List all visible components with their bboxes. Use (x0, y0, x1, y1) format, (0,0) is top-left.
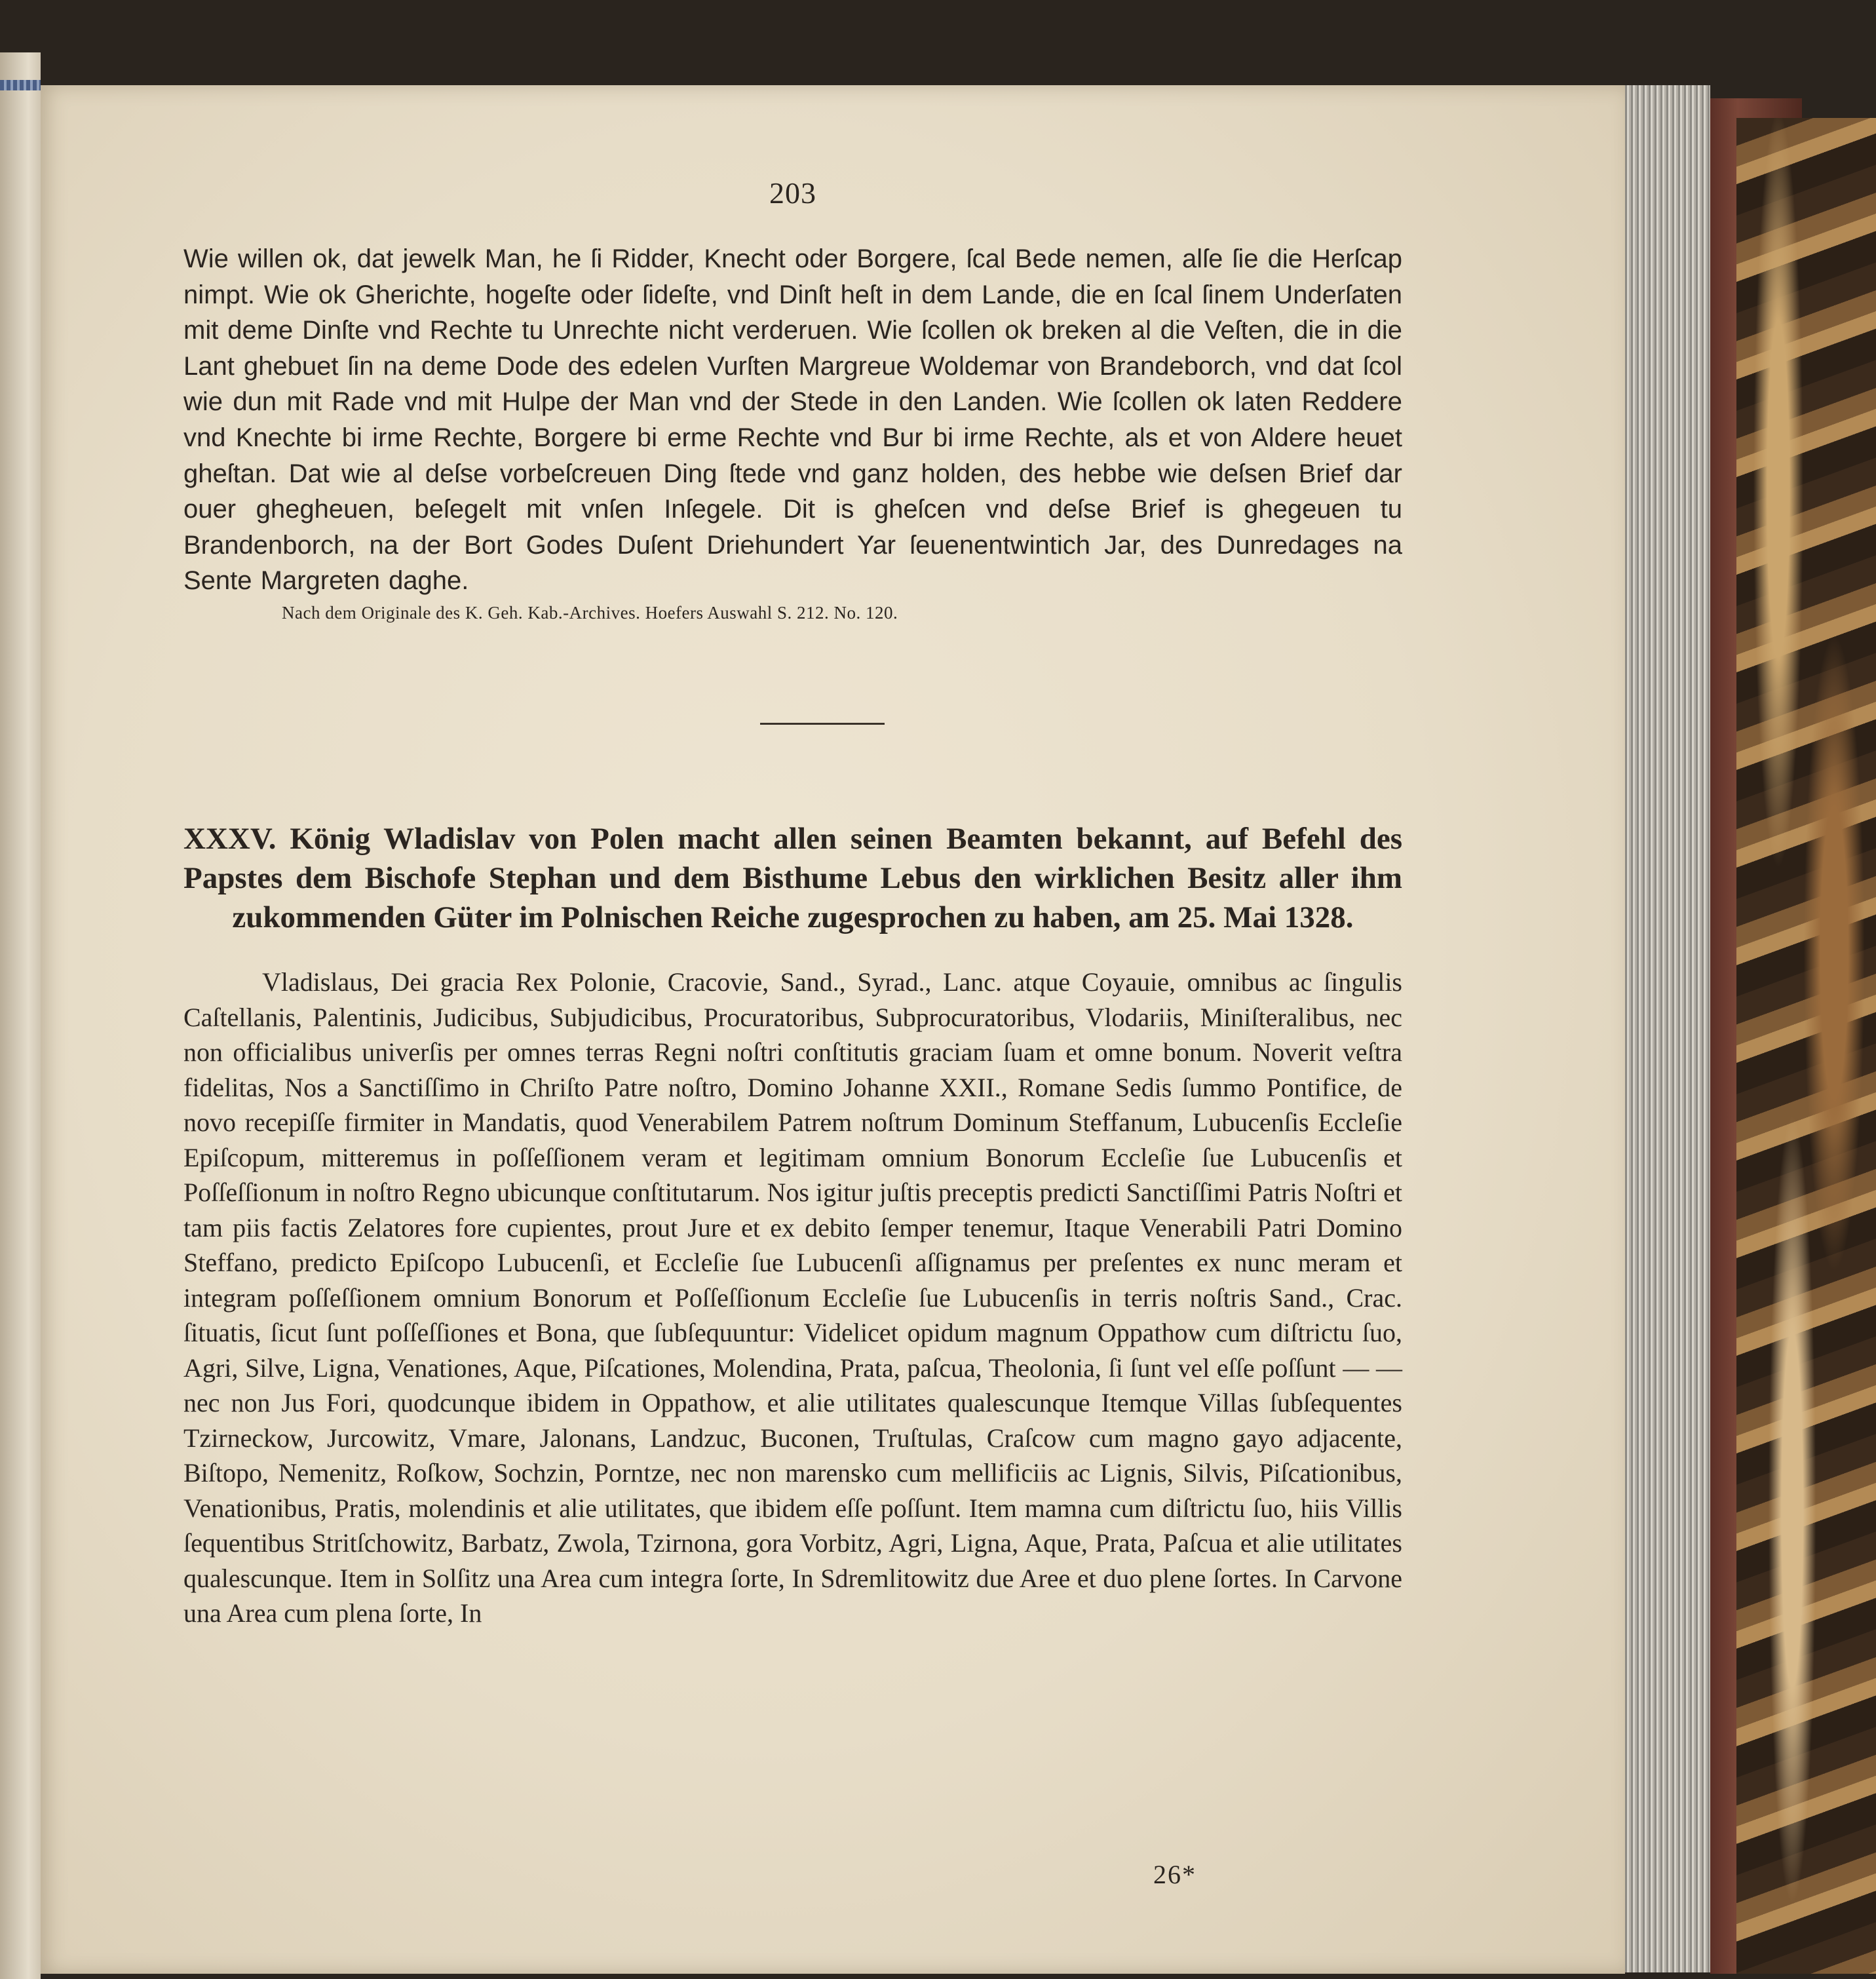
bookmark-ribbon (0, 80, 41, 90)
source-note: Nach dem Originale des K. Geh. Kab.-Archives. Hoefers Auswahl S. 212. No. 120. (282, 603, 898, 623)
section-divider (760, 723, 885, 725)
page-number: 203 (769, 176, 816, 210)
document-heading: XXXV. König Wladislav von Polen macht allen seinen Beamten bekannt, auf Befehl des Papstes dem Bischofe Stephan und dem Bisthume Lebus den wirklichen Besitz aller ihm zukommenden Güter im Polnischen Reiche zugesprochen zu haben, am 25. Mai 1328. (183, 822, 1402, 934)
page-block-edges (1625, 85, 1710, 1972)
previous-page-edge (0, 52, 41, 1979)
book-page (41, 85, 1625, 1974)
signature-mark: 26* (1153, 1860, 1196, 1889)
marbled-endpaper (1736, 118, 1876, 1974)
charter-text-latin: Vladislaus, Dei gracia Rex Polonie, Cracovie, Sand., Syrad., Lanc. atque Coyauie, omnibus ac ſingulis Caſtellanis, Palentinis, Judicibus, Subjudicibus, Procuratoribus, Subprocuratoribus, Vlodariis, Miniſteralibus, nec non officialibus univerſis per omnes terras Regni noſtri conſtitutis graciam ſuam et omne bonum. Noverit veſtra fidelitas, Nos a Sanctiſſimo in Chriſto Patre noſtro, Domino Johanne XXII., Romane Sedis ſummo Pontifice, de novo recepiſſe firmiter in Mandatis, quod Venerabilem Patrem noſtrum Dominum Steffanum, Lubucenſis Eccleſie Epiſcopum, mitteremus in poſſeſſionem veram et legitimam omnium Bonorum Eccleſie ſue Lubucenſis et Poſſeſſionum in noſtro Regno ubicunque conſtitutarum. Nos igitur juſtis preceptis predicti Sanctiſſimi Patris Noſtri et tam piis factis Zelatores fore cupientes, prout Jure et ex debito ſemper tenemur, Itaque Venerabili Patri Domino Steffano, predicto Epiſcopo Lubucenſi, et Eccleſie ſue Lubucenſi aſſignamus per preſentes ex nunc meram et integram poſſeſſionem omnium Bonorum et Poſſeſſionum Eccleſie ſue Lubucenſis in terris noſtris Sand., Crac. ſituatis, ſicut ſunt poſſeſſiones et Bona, que ſubſequuntur: Videlicet opidum magnum Oppathow cum diſtrictu ſuo, Agri, Silve, Ligna, Venationes, Aque, Piſcationes, Molendina, Prata, paſcua, Theolonia, ſi ſunt vel eſſe poſſunt — — nec non Jus Fori, quodcunque ibidem in Oppathow, et alie utilitates qualescunque Itemque Villas ſubſequentes Tzirneckow, Jurcowitz, Vmare, Jalonans, Landzuc, Buconen, Truſtulas, Craſcow cum magno gayo adjacente, Biſtopo, Nemenitz, Roſkow, Sochzin, Porntze, nec non marensko cum mellificiis ac Lignis, Silvis, Piſcationibus, Venationibus, Pratis, molendinis et alie utilitates, que ibidem eſſe poſſunt. Item mamna cum diſtrictu ſuo, hiis Villis ſequentibus Stritſchowitz, Barbatz, Zwola, Tzirnona, gora Vorbitz, Agri, Ligna, Aque, Prata, Paſcua et alie utilitates qualescunque. Item in Solſitz una Area cum integra ſorte, In Sdremlitowitz due Aree et duo plene ſortes. In Carvone una Area cum plena ſorte, In (183, 967, 1402, 1628)
charter-text-low-german: Wie willen ok, dat jewelk Man, he ſi Ridder, Knecht oder Borgere, ſcal Bede nemen, alſe ſie die Herſcap nimpt. Wie ok Gherichte, hogeſte oder ſideſte, vnd Dinſt heſt in dem Lande, die en ſcal ſinem Underſaten mit deme Dinſte vnd Rechte tu Unrechte nicht verderuen. Wie ſcollen ok breken al die Veſten, die in die Lant ghebuet ſin na deme Dode des edelen Vurſten Margreue Woldemar von Brandeborch, vnd dat ſcol wie dun mit Rade vnd mit Hulpe der Man vnd der Stede in den Landen. Wie ſcollen ok laten Reddere vnd Knechte bi irme Rechte, Borgere bi erme Rechte vnd Bur bi irme Rechte, als et von Aldere heuet gheſtan. Dat wie al deſse vorbeſcreuen Ding ſtede vnd ganz holden, des hebbe wie deſsen Brief dar ouer ghegheuen, beſegelt mit vnſen Inſegele. Dit is gheſcen vnd deſse Brief is ghegeuen tu Brandenborch, na der Bort Godes Duſent Driehundert Yar ſeuenentwintich Jar, des Dunredages na Sente Margreten daghe. (183, 244, 1402, 596)
